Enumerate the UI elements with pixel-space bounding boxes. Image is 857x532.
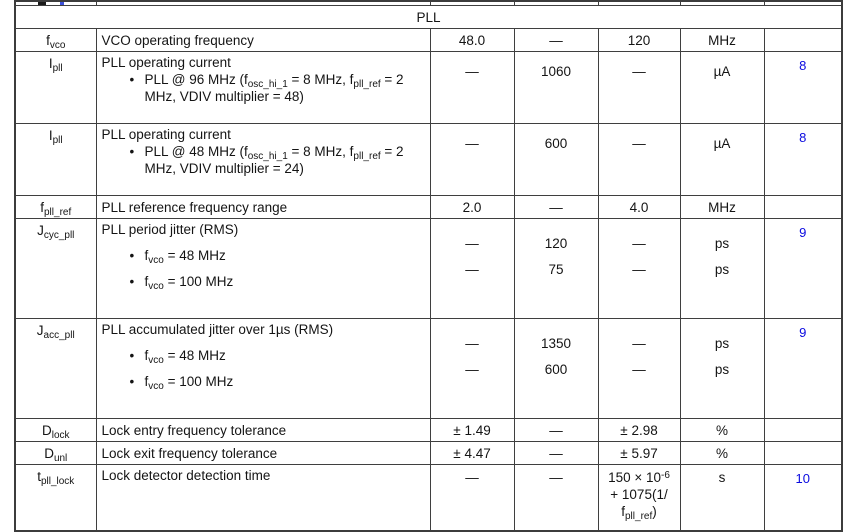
bullet-text: $f_{vco} = 100$ MHz xyxy=(144,374,234,392)
characteristic-title: PLL operating current xyxy=(101,55,231,70)
typ-cell: — xyxy=(514,29,598,52)
table-row xyxy=(15,442,842,465)
typ-cell: 120 75 xyxy=(514,219,598,319)
max-cell: 4.0 xyxy=(598,196,680,219)
max-cell: — xyxy=(598,124,680,196)
symbol-cell: $J_{acc\_pll}$ xyxy=(15,319,96,419)
characteristic-cell xyxy=(96,52,430,124)
bullet-item xyxy=(102,347,424,364)
bullet-icon: • xyxy=(129,348,135,363)
min-cell: 48.0 xyxy=(430,29,514,52)
characteristic-title: PLL reference frequency range xyxy=(101,199,288,215)
characteristic-title: Lock detector detection time xyxy=(101,468,271,483)
bullet-icon: • xyxy=(129,274,135,289)
characteristic-title: Lock exit frequency tolerance xyxy=(101,445,278,461)
table-row xyxy=(15,319,842,419)
characteristic-cell xyxy=(96,319,430,419)
bullet-icon: • xyxy=(129,374,135,389)
max-cell: — — xyxy=(598,219,680,319)
unit-cell: ps ps xyxy=(680,219,764,319)
symbol-cell: $f_{pll\_ref}$ xyxy=(15,196,96,219)
symbol-cell: $I_{pll}$ xyxy=(15,52,96,124)
footnote-cell: 8 xyxy=(764,52,842,124)
bullet-text: $f_{vco} = 48$ MHz xyxy=(144,248,226,266)
text-fragment-mark-blue xyxy=(60,2,64,5)
characteristic-cell xyxy=(96,219,430,319)
symbol-cell: $f_{vco}$ xyxy=(15,29,96,52)
characteristic-title: PLL period jitter (RMS) xyxy=(101,222,239,237)
unit-cell: µA xyxy=(680,124,764,196)
symbol-cell: $I_{pll}$ xyxy=(15,124,96,196)
bullet-text: PLL @ 96 MHz ($f_{osc\_hi\_1} = 8$ MHz, $f_{pll\_ref} = 2$ MHz, VDIV multiplier = 48) xyxy=(144,72,404,104)
section-header-row xyxy=(15,6,842,29)
unit-cell: % xyxy=(680,419,764,442)
table-row xyxy=(15,29,842,52)
typ-cell: 1350 600 xyxy=(514,319,598,419)
unit-cell: % xyxy=(680,442,764,465)
footnote-cell: 8 xyxy=(764,124,842,196)
max-cell: $150 \times 10^{-6}$ + 1075(1/ $f_{pll\_ref}$) xyxy=(598,465,680,532)
table-row xyxy=(15,219,842,319)
typ-cell: — xyxy=(514,465,598,532)
typ-cell: — xyxy=(514,419,598,442)
footnote-cell xyxy=(764,419,842,442)
min-cell: 2.0 xyxy=(430,196,514,219)
characteristic-cell xyxy=(96,29,430,52)
footnote-cell xyxy=(764,196,842,219)
unit-cell: ps ps xyxy=(680,319,764,419)
characteristic-title: PLL operating current xyxy=(101,127,231,142)
characteristic-cell xyxy=(96,465,430,532)
bullet-item xyxy=(102,143,424,177)
max-cell: — xyxy=(598,52,680,124)
characteristic-title: Lock entry frequency tolerance xyxy=(101,422,287,438)
symbol-cell: $t_{pll\_lock}$ xyxy=(15,465,96,532)
typ-cell: 1060 xyxy=(514,52,598,124)
typ-cell: — xyxy=(514,196,598,219)
table-row xyxy=(15,465,842,532)
unit-cell: s xyxy=(680,465,764,532)
characteristic-title: PLL accumulated jitter over 1µs (RMS) xyxy=(101,322,334,337)
footnote-cell xyxy=(764,29,842,52)
characteristic-cell xyxy=(96,442,430,465)
typ-cell: — xyxy=(514,442,598,465)
min-cell: — xyxy=(430,52,514,124)
footnote-cell: 10 xyxy=(764,465,842,532)
text-fragment-mark xyxy=(38,2,46,5)
footnote-cell: 9 xyxy=(764,219,842,319)
unit-cell: MHz xyxy=(680,29,764,52)
pll-spec-table xyxy=(14,0,843,532)
table-row xyxy=(15,52,842,124)
unit-cell: µA xyxy=(680,52,764,124)
symbol-cell: $D_{lock}$ xyxy=(15,419,96,442)
min-cell: — — xyxy=(430,319,514,419)
section-title: PLL xyxy=(15,6,842,29)
min-cell: — — xyxy=(430,219,514,319)
characteristic-cell xyxy=(96,196,430,219)
bullet-icon: • xyxy=(129,144,135,159)
bullet-item xyxy=(102,247,424,264)
min-cell: ± 4.47 xyxy=(430,442,514,465)
max-cell: ± 2.98 xyxy=(598,419,680,442)
bullet-item xyxy=(102,373,424,390)
clipped-symbol-cell xyxy=(15,1,96,6)
table-row xyxy=(15,419,842,442)
characteristic-cell xyxy=(96,124,430,196)
footnote-cell: 9 xyxy=(764,319,842,419)
clipped-text-fragment xyxy=(16,2,96,5)
min-cell: — xyxy=(430,124,514,196)
bullet-item xyxy=(102,273,424,290)
characteristic-title: VCO operating frequency xyxy=(101,32,254,48)
max-cell: — — xyxy=(598,319,680,419)
bullet-item xyxy=(102,71,424,105)
min-cell: ± 1.49 xyxy=(430,419,514,442)
table-row xyxy=(15,124,842,196)
bullet-text: $f_{vco} = 48$ MHz xyxy=(144,348,226,366)
max-cell: ± 5.97 xyxy=(598,442,680,465)
min-cell: — xyxy=(430,465,514,532)
bullet-text: $f_{vco} = 100$ MHz xyxy=(144,274,234,292)
symbol-cell: $D_{unl}$ xyxy=(15,442,96,465)
typ-cell: 600 xyxy=(514,124,598,196)
bullet-text: PLL @ 48 MHz ($f_{osc\_hi\_1} = 8$ MHz, $f_{pll\_ref} = 2$ MHz, VDIV multiplier = 24) xyxy=(144,144,404,176)
unit-cell: MHz xyxy=(680,196,764,219)
footnote-cell xyxy=(764,442,842,465)
symbol-cell: $J_{cyc\_pll}$ xyxy=(15,219,96,319)
max-cell: 120 xyxy=(598,29,680,52)
table-row xyxy=(15,196,842,219)
bullet-icon: • xyxy=(129,248,135,263)
bullet-icon: • xyxy=(129,72,135,87)
characteristic-cell xyxy=(96,419,430,442)
